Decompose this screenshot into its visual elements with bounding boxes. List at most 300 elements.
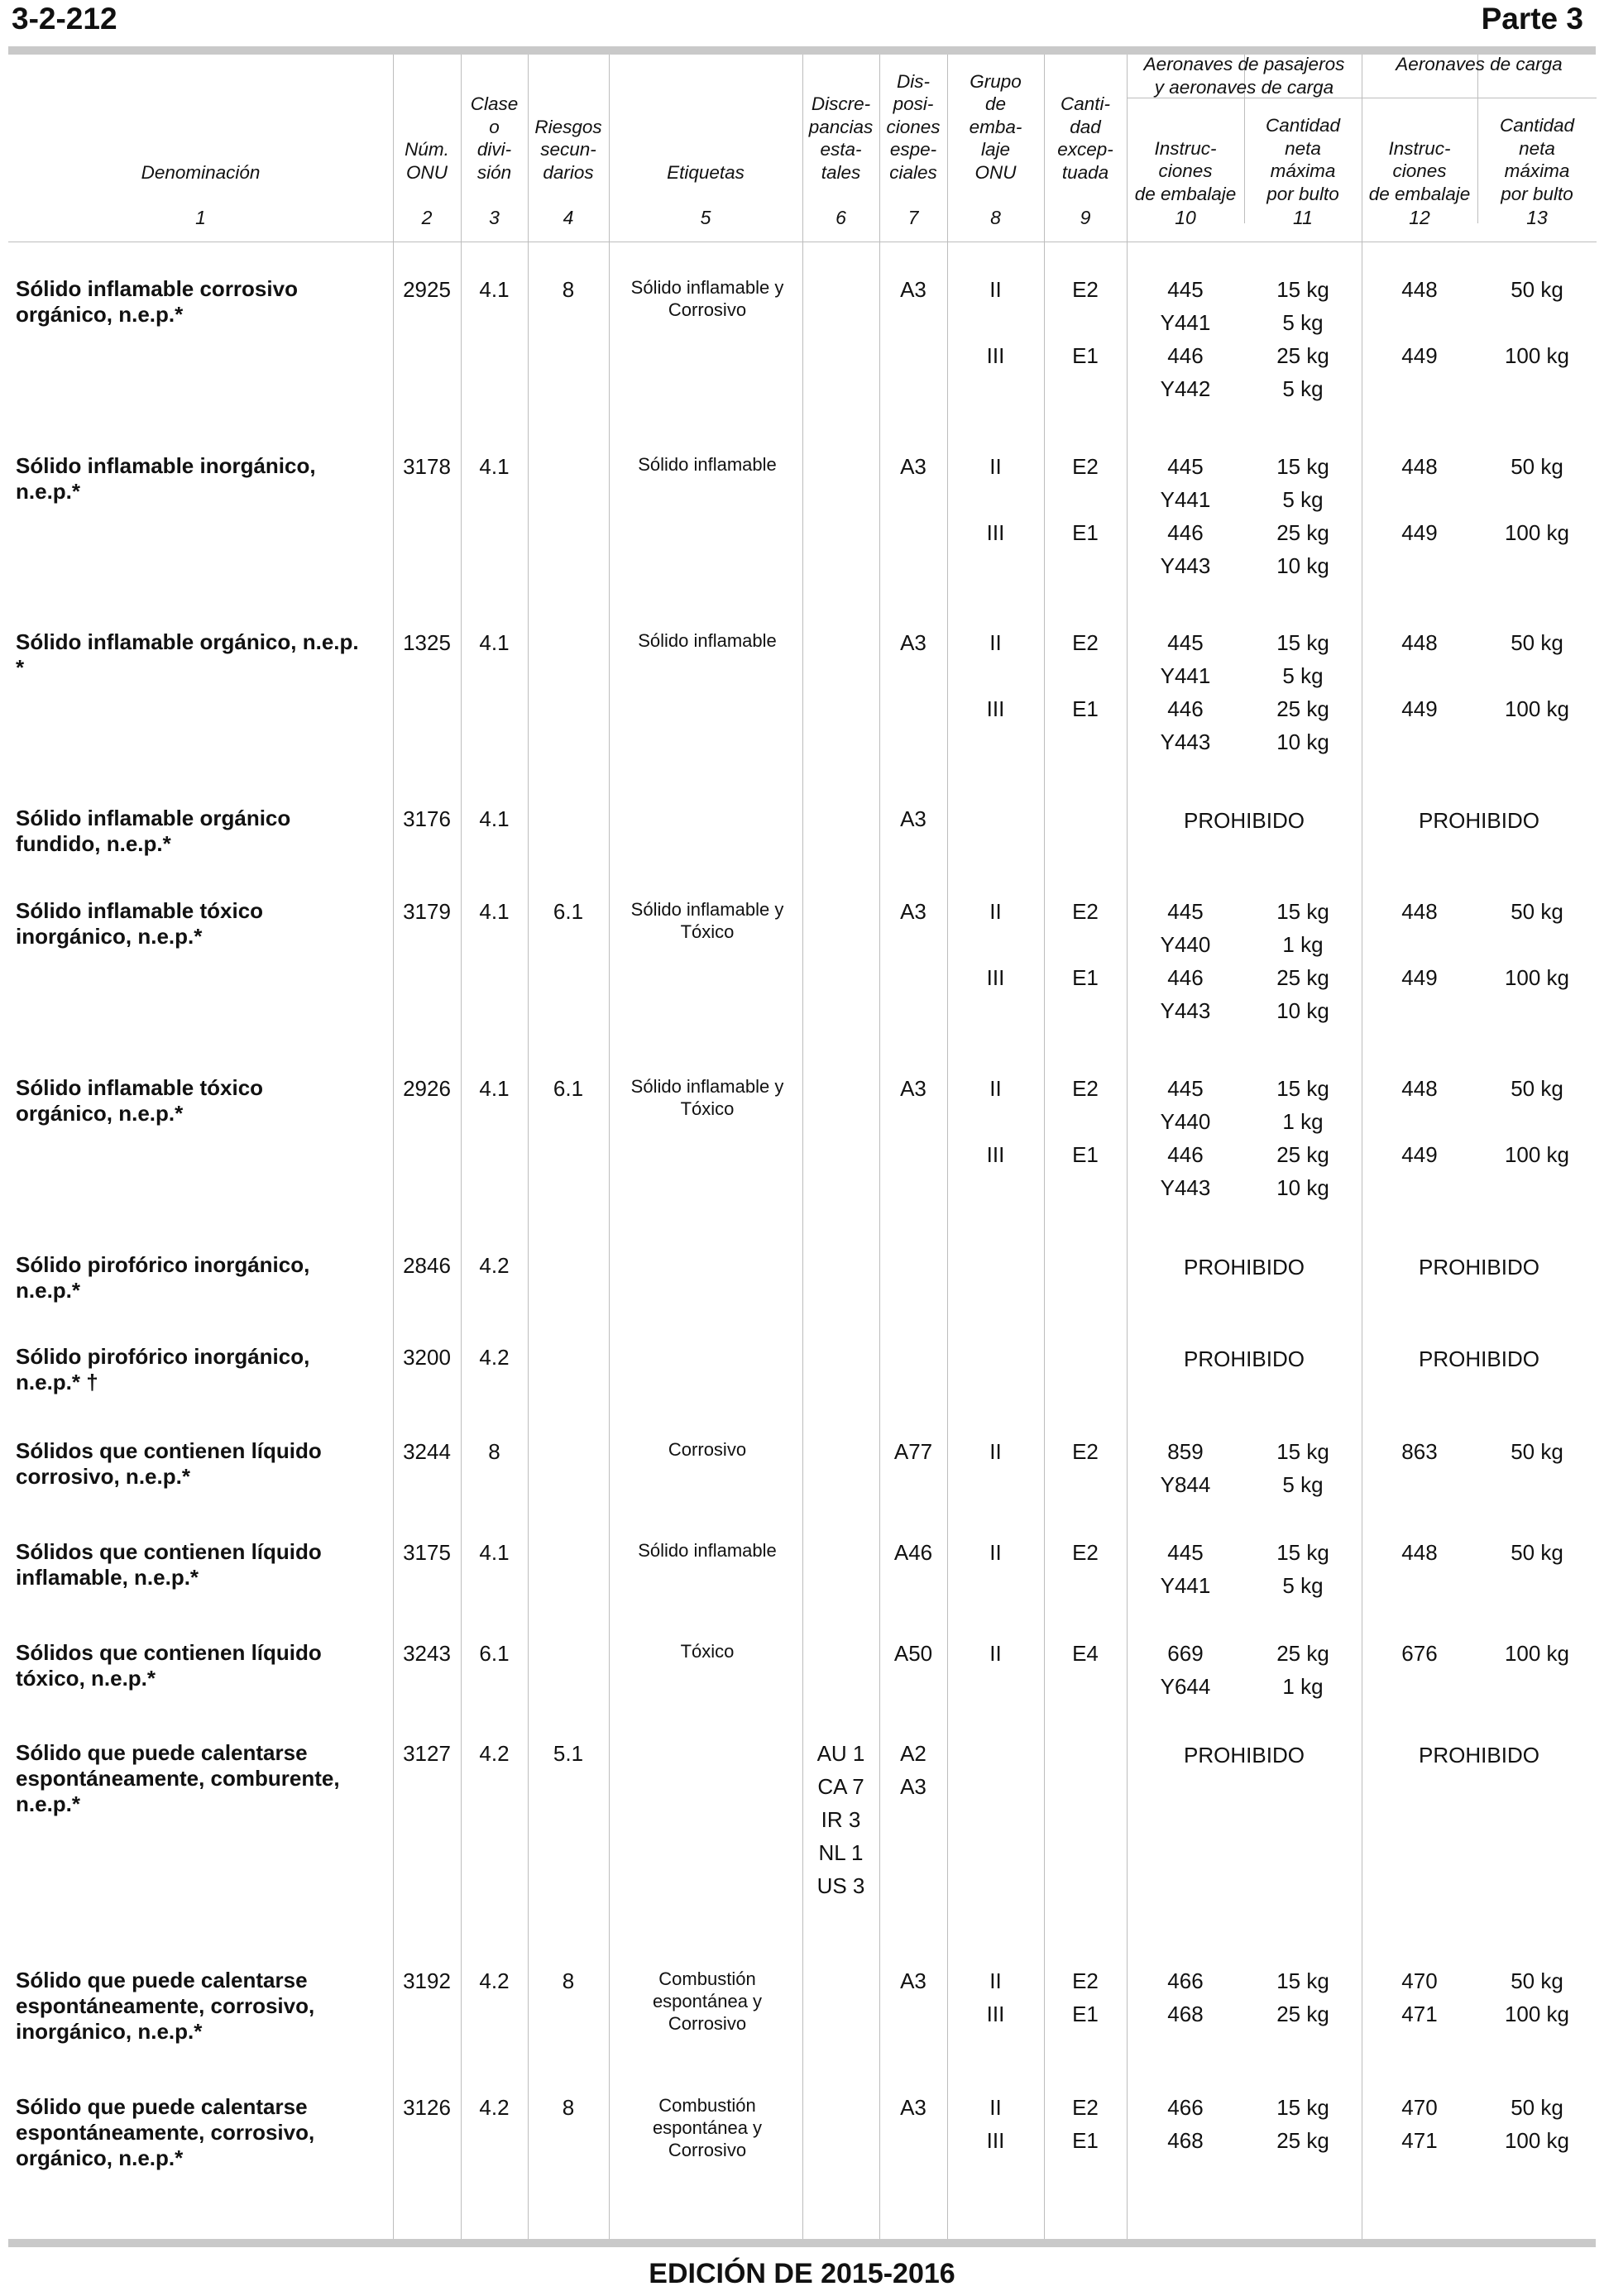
passenger-packing-instruction: 466 [1167,1968,1204,1993]
cargo-max-quantity: 100 kg [1504,1641,1570,1666]
cargo-packing-instruction: 470 [1401,1968,1438,1993]
substance-name-line: n.e.p.* [16,479,81,504]
column-number: 3 [489,207,500,228]
header-c8 [947,70,1044,184]
cargo-packing-instruction: 448 [1401,630,1438,655]
hazard-label-line: Corrosivo [668,2013,747,2034]
cargo-packing-instruction: 449 [1401,343,1438,368]
passenger-packing-instruction: 446 [1167,343,1204,368]
substance-name-line: Sólidos que contienen líquido [16,1539,322,1564]
column-number: 4 [563,207,574,228]
passenger-packing-instruction: Y440 [1160,932,1211,957]
state-variation: NL 1 [818,1840,864,1865]
substance-name-line: n.e.p.* [16,1278,81,1303]
hazard-label-line: Corrosivo [668,2140,747,2160]
passenger-max-quantity: 10 kg [1276,1175,1329,1200]
cargo-max-quantity: 50 kg [1511,277,1563,302]
excepted-quantity: E2 [1072,2095,1099,2120]
passenger-max-quantity: 25 kg [1276,965,1329,990]
hazard-label-line: Sólido inflamable [638,454,777,475]
special-provision: A3 [900,277,926,302]
substance-name-line: Sólido que puede calentarse [16,1968,308,1992]
header-text: Dis- [897,70,930,92]
excepted-quantity: E2 [1072,1968,1099,1993]
class-division: 4.2 [479,1741,510,1766]
passenger-max-quantity: 25 kg [1276,1641,1329,1666]
excepted-quantity: E1 [1072,696,1099,721]
passenger-max-quantity: 15 kg [1276,1968,1329,1993]
passenger-packing-instruction: 445 [1167,277,1204,302]
forbidden-passenger: PROHIBIDO [1184,1743,1305,1767]
packing-group: II [989,277,1002,302]
header-text: esta- [820,139,862,160]
header-c6 [802,93,879,184]
header-text: tuada [1061,161,1109,183]
passenger-max-quantity: 15 kg [1276,2095,1329,2120]
un-number: 3127 [403,1741,451,1766]
passenger-packing-instruction: Y440 [1160,1109,1211,1134]
hazard-label-line: Tóxico [680,1641,735,1662]
header-text: pancias [808,116,874,137]
hazard-label-line: Sólido inflamable y [630,277,784,298]
passenger-max-quantity: 25 kg [1276,520,1329,545]
substance-name-line: orgánico, n.e.p.* [16,2145,184,2170]
substance-name [16,1968,380,2045]
passenger-max-quantity: 1 kg [1282,1674,1324,1699]
class-division: 8 [488,1439,500,1464]
header-c13 [1477,114,1597,205]
substance-name-line: Sólido pirofórico inorgánico, [16,1344,310,1369]
packing-group: II [989,630,1002,655]
passenger-packing-instruction: Y442 [1160,376,1211,401]
substance-name-line: n.e.p.* [16,1791,81,1816]
substance-name-line: corrosivo, n.e.p.* [16,1464,190,1489]
un-number: 2846 [403,1253,451,1278]
column-number: 11 [1293,207,1313,228]
passenger-max-quantity: 25 kg [1276,343,1329,368]
packing-group: III [986,520,1005,545]
substance-name-line: fundido, n.e.p.* [16,831,171,856]
passenger-packing-instruction: Y441 [1160,663,1211,688]
passenger-packing-instruction: 445 [1167,899,1204,924]
substance-name-line: Sólido inflamable tóxico [16,1075,264,1100]
part-label: Parte 3 [1481,2,1583,36]
substance-name-line: espontáneamente, comburente, [16,1766,340,1791]
hazard-label-line: Corrosivo [668,299,747,320]
header-text: Clase [470,93,519,114]
substance-name [16,629,380,681]
header-c3 [461,93,528,184]
state-variation: US 3 [816,1873,865,1898]
column-number: 12 [1409,207,1430,228]
hazard-label-line: Sólido inflamable [638,630,777,651]
forbidden-passenger: PROHIBIDO [1184,1255,1305,1280]
passenger-max-quantity: 1 kg [1282,1109,1324,1134]
passenger-max-quantity: 10 kg [1276,998,1329,1023]
packing-group: II [989,1439,1002,1464]
header-text: Aeronaves de carga [1396,54,1563,74]
class-division: 4.1 [479,454,510,479]
header-text: y aeronaves de carga [1154,76,1334,98]
header-text: de embalaje [1368,183,1471,204]
passenger-packing-instruction: 468 [1167,2002,1204,2026]
hazard-label-line: Sólido inflamable y [630,899,784,920]
header-text: máxima [1270,160,1336,181]
special-provision: A3 [900,899,926,924]
header-text: Cantidad [1499,115,1575,136]
hazard-labels [612,2094,802,2161]
header-cargo-group [1362,53,1597,76]
substance-name-line: tóxico, n.e.p.* [16,1666,156,1691]
passenger-packing-instruction: 446 [1167,696,1204,721]
class-division: 4.1 [479,277,510,302]
hazard-label-line: espontánea y [652,2117,763,2138]
cargo-max-quantity: 100 kg [1504,965,1570,990]
class-division: 6.1 [479,1641,510,1666]
header-text: o [489,116,500,137]
hazard-labels [612,276,802,321]
cargo-packing-instruction: 448 [1401,454,1438,479]
excepted-quantity: E2 [1072,1540,1099,1565]
special-provision: A3 [900,454,926,479]
excepted-quantity: E2 [1072,1439,1099,1464]
header-text: posi- [893,93,934,114]
header-c10 [1127,137,1244,206]
substance-name-line: inorgánico, n.e.p.* [16,2019,203,2044]
hazard-labels [612,1968,802,2035]
cargo-max-quantity: 50 kg [1511,454,1563,479]
column-divider [528,55,529,2239]
column-number: 8 [990,207,1001,228]
substance-name-line: Sólidos que contienen líquido [16,1640,322,1665]
class-division: 4.1 [479,1540,510,1565]
header-text: Instruc- [1388,137,1451,159]
subsidiary-risk: 8 [562,2095,575,2120]
un-number: 3192 [403,1968,451,1993]
header-text: ONU [974,161,1017,183]
state-variation: CA 7 [817,1774,864,1799]
passenger-packing-instruction: Y443 [1160,729,1211,754]
excepted-quantity: E2 [1072,630,1099,655]
forbidden-cargo: PROHIBIDO [1419,1743,1539,1767]
header-text: por bulto [1266,183,1339,204]
hazard-labels [612,629,802,652]
hazard-label-line: Combustión [658,1968,756,1989]
hazard-labels [612,1438,802,1461]
substance-name [16,1344,380,1395]
header-text: Cantidad [1265,115,1341,136]
passenger-packing-instruction: 466 [1167,2095,1204,2120]
cargo-max-quantity: 50 kg [1511,1540,1563,1565]
cargo-max-quantity: 50 kg [1511,2095,1563,2120]
special-provision: A46 [893,1540,933,1565]
packing-group: III [986,343,1005,368]
substance-name [16,1075,380,1126]
substance-name [16,1438,380,1490]
un-number: 3243 [403,1641,451,1666]
cargo-max-quantity: 50 kg [1511,1439,1563,1464]
un-number: 1325 [403,630,451,655]
cargo-max-quantity: 100 kg [1504,1142,1570,1167]
packing-group: II [989,1540,1002,1565]
state-variation: IR 3 [821,1807,861,1832]
passenger-max-quantity: 25 kg [1276,696,1329,721]
special-provision: A2 [900,1741,926,1766]
packing-group: III [986,2002,1005,2026]
un-number: 3126 [403,2095,451,2120]
header-text: máxima [1504,160,1570,181]
bottom-rule [8,2239,1596,2247]
passenger-max-quantity: 10 kg [1276,553,1329,578]
forbidden-cargo: PROHIBIDO [1419,808,1539,833]
passenger-max-quantity: 25 kg [1276,2128,1329,2153]
special-provision: A3 [900,1076,926,1101]
substance-name-line: inflamable, n.e.p.* [16,1565,199,1590]
header-text: Aeronaves de pasajeros [1143,54,1345,74]
edition-footer: EDICIÓN DE 2015-2016 [649,2258,955,2289]
passenger-max-quantity: 15 kg [1276,1439,1329,1464]
substance-name-line: Sólido inflamable orgánico [16,806,291,830]
cargo-max-quantity: 50 kg [1511,1968,1563,1993]
passenger-max-quantity: 1 kg [1282,932,1324,957]
cargo-max-quantity: 50 kg [1511,899,1563,924]
hazard-label-line: Tóxico [680,1098,735,1119]
excepted-quantity: E1 [1072,343,1099,368]
header-text: Canti- [1060,93,1111,114]
header-text: por bulto [1501,183,1573,204]
passenger-packing-instruction: Y443 [1160,1175,1211,1200]
header-text: de [984,93,1007,114]
header-text: laje [980,139,1011,160]
column-divider [802,55,803,2239]
hazard-labels [612,1640,802,1662]
header-text: ciones [886,116,941,137]
column-number: 10 [1175,207,1196,228]
substance-name [16,276,380,328]
packing-group: III [986,696,1005,721]
substance-name-line: Sólido pirofórico inorgánico, [16,1252,310,1277]
column-divider [879,55,880,2239]
packing-group: III [986,1142,1005,1167]
packing-group: II [989,1076,1002,1101]
cargo-packing-instruction: 448 [1401,277,1438,302]
header-text: Etiquetas [667,161,745,183]
special-provision: A3 [900,1968,926,1993]
header-text: emba- [969,116,1022,137]
hazard-label-line: Combustión [658,2095,756,2116]
substance-name-line: Sólido inflamable inorgánico, [16,453,316,478]
special-provision: A3 [900,630,926,655]
cargo-max-quantity: 50 kg [1511,630,1563,655]
passenger-max-quantity: 5 kg [1282,487,1324,512]
passenger-max-quantity: 5 kg [1282,376,1324,401]
cargo-packing-instruction: 471 [1401,2002,1438,2026]
un-number: 2925 [403,277,451,302]
passenger-packing-instruction: Y443 [1160,998,1211,1023]
special-provision: A3 [900,1774,926,1799]
substance-name-line: Sólido inflamable tóxico [16,898,264,923]
class-division: 4.2 [479,1345,510,1370]
passenger-packing-instruction: 446 [1167,965,1204,990]
un-number: 2926 [403,1076,451,1101]
header-text: darios [543,161,594,183]
substance-name [16,453,380,505]
substance-name-line: inorgánico, n.e.p.* [16,924,203,949]
class-division: 4.2 [479,1968,510,1993]
passenger-packing-instruction: 445 [1167,630,1204,655]
header-c11 [1244,114,1362,205]
passenger-max-quantity: 10 kg [1276,729,1329,754]
column-number: 7 [907,207,919,228]
cargo-max-quantity: 50 kg [1511,1076,1563,1101]
column-divider [609,55,610,2239]
cargo-packing-instruction: 449 [1401,520,1438,545]
passenger-max-quantity: 5 kg [1282,663,1324,688]
header-text: Riesgos [534,116,602,137]
cargo-packing-instruction: 448 [1401,1540,1438,1565]
cargo-max-quantity: 100 kg [1504,343,1570,368]
excepted-quantity: E2 [1072,899,1099,924]
cargo-packing-instruction: 471 [1401,2128,1438,2153]
substance-name-line: orgánico, n.e.p.* [16,302,184,327]
hazard-label-line: Sólido inflamable [638,1540,777,1561]
passenger-packing-instruction: 468 [1167,2128,1204,2153]
passenger-packing-instruction: 859 [1167,1439,1204,1464]
cargo-packing-instruction: 449 [1401,1142,1438,1167]
hazard-label-line: Corrosivo [668,1439,747,1460]
un-number: 3175 [403,1540,451,1565]
passenger-max-quantity: 15 kg [1276,630,1329,655]
column-number: 5 [700,207,711,228]
forbidden-cargo: PROHIBIDO [1419,1255,1539,1280]
passenger-packing-instruction: Y443 [1160,553,1211,578]
passenger-max-quantity: 25 kg [1276,2002,1329,2026]
passenger-packing-instruction: 445 [1167,1540,1204,1565]
substance-name [16,898,380,949]
passenger-packing-instruction: Y441 [1160,1573,1211,1598]
hazard-label-line: Tóxico [680,921,735,942]
passenger-packing-instruction: 669 [1167,1641,1204,1666]
passenger-max-quantity: 5 kg [1282,1573,1324,1598]
hazard-label-line: espontánea y [652,1991,763,2011]
passenger-max-quantity: 25 kg [1276,1142,1329,1167]
passenger-packing-instruction: 446 [1167,520,1204,545]
substance-name-line: * [16,655,25,680]
special-provision: A50 [893,1641,933,1666]
header-text: Denominación [141,161,261,183]
cargo-max-quantity: 100 kg [1504,696,1570,721]
passenger-packing-instruction: Y844 [1160,1472,1211,1497]
header-text: sión [476,161,512,183]
excepted-quantity: E4 [1072,1641,1099,1666]
header-text: secun- [540,139,596,160]
header-text: Grupo [970,70,1022,92]
column-divider [461,55,462,2239]
class-division: 4.1 [479,899,510,924]
passenger-max-quantity: 15 kg [1276,899,1329,924]
subsidiary-risk: 6.1 [553,899,584,924]
passenger-max-quantity: 15 kg [1276,1076,1329,1101]
header-text: divi- [476,139,512,160]
column-number: 2 [421,207,433,228]
passenger-packing-instruction: 445 [1167,454,1204,479]
cargo-max-quantity: 100 kg [1504,2128,1570,2153]
special-provision: A3 [900,2095,926,2120]
excepted-quantity: E1 [1072,2128,1099,2153]
substance-name [16,2094,380,2171]
special-provision: A3 [900,806,926,831]
packing-group: II [989,454,1002,479]
header-text: espe- [889,139,937,160]
substance-name [16,1252,380,1303]
hazard-labels [612,898,802,943]
excepted-quantity: E2 [1072,277,1099,302]
cargo-packing-instruction: 449 [1401,696,1438,721]
cargo-packing-instruction: 448 [1401,899,1438,924]
un-number: 3178 [403,454,451,479]
un-number: 3179 [403,899,451,924]
hazard-labels [612,1075,802,1120]
column-number: 9 [1080,207,1091,228]
passenger-max-quantity: 5 kg [1282,310,1324,335]
packing-group: II [989,1968,1002,1993]
passenger-packing-instruction: Y441 [1160,487,1211,512]
header-text: ONU [406,161,448,183]
hazard-labels [612,453,802,476]
header-text: tales [821,161,861,183]
packing-group: III [986,2128,1005,2153]
un-number: 3244 [403,1439,451,1464]
substance-name-line: Sólido inflamable corrosivo [16,276,298,301]
class-division: 4.1 [479,1076,510,1101]
cargo-packing-instruction: 470 [1401,2095,1438,2120]
subsidiary-risk: 6.1 [553,1076,584,1101]
substance-name-line: Sólido que puede calentarse [16,2094,308,2119]
header-passenger-group [1127,53,1362,98]
passenger-max-quantity: 5 kg [1282,1472,1324,1497]
excepted-quantity: E1 [1072,965,1099,990]
page-number: 3-2-212 [12,2,117,36]
forbidden-passenger: PROHIBIDO [1184,1347,1305,1371]
header-text: Discre- [811,93,871,114]
header-c1 [8,161,393,184]
substance-name [16,806,380,857]
header-text: de embalaje [1134,183,1237,204]
subsidiary-risk: 8 [562,1968,575,1993]
header-text: ciones [1158,160,1213,181]
header-text: ciales [889,161,937,183]
passenger-max-quantity: 15 kg [1276,454,1329,479]
cargo-packing-instruction: 448 [1401,1076,1438,1101]
cargo-max-quantity: 100 kg [1504,520,1570,545]
excepted-quantity: E2 [1072,454,1099,479]
special-provision: A77 [893,1439,933,1464]
hazard-label-line: Sólido inflamable y [630,1076,784,1097]
un-number: 3200 [403,1345,451,1370]
forbidden-passenger: PROHIBIDO [1184,808,1305,833]
column-number: 1 [195,207,206,228]
subsidiary-risk: 8 [562,277,575,302]
header-c4 [528,116,609,184]
state-variation: AU 1 [816,1741,865,1766]
excepted-quantity: E1 [1072,2002,1099,2026]
header-c12 [1362,137,1477,206]
substance-name [16,1740,380,1817]
substance-name-line: Sólidos que contienen líquido [16,1438,322,1463]
passenger-max-quantity: 15 kg [1276,277,1329,302]
header-c9 [1044,93,1127,184]
substance-name-line: Sólido que puede calentarse [16,1740,308,1765]
